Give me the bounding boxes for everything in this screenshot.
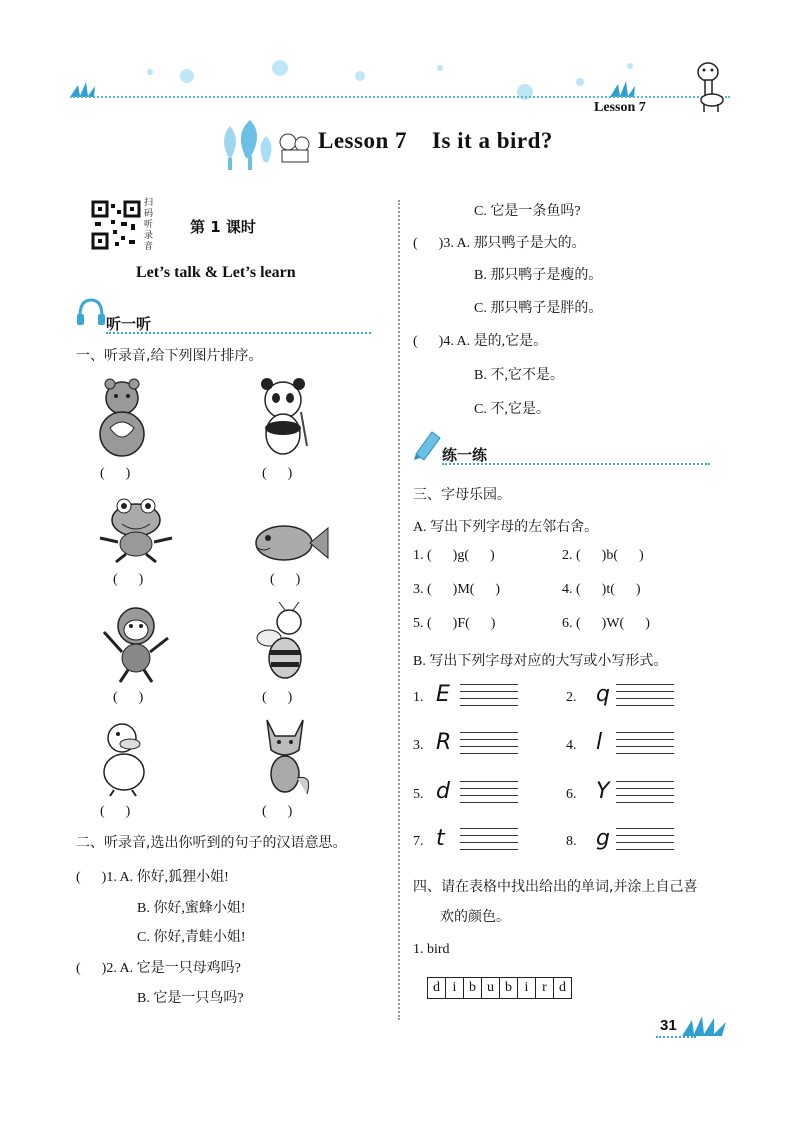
answer-blank[interactable]: ( ) (262, 466, 293, 481)
qr-label: 扫码听录音 (144, 198, 154, 252)
writing-lines[interactable] (460, 732, 518, 762)
writing-lines[interactable] (616, 781, 674, 811)
letter-glyph: E (436, 682, 450, 707)
item-prefix: B. (137, 991, 150, 1006)
grid-cell[interactable]: b (500, 978, 518, 999)
question-4: 四、请在表格中找出给出的单词,并涂上自己喜 (413, 879, 698, 895)
item-prefix: C. (474, 301, 487, 316)
page-number: 31 (660, 1017, 677, 1034)
neighbor-item[interactable]: 5. ( )F( ) (413, 616, 496, 631)
header-rule (70, 96, 730, 98)
answer-blank[interactable]: ( ) (113, 572, 144, 587)
option-text: 那只鸭子是大的。 (473, 236, 586, 251)
lesson-tag: Lesson 7 (594, 100, 646, 115)
question-4-cont: 欢的颜色。 (440, 909, 510, 925)
header-decoration (70, 60, 730, 105)
fish-picture (252, 518, 332, 568)
neighbor-item[interactable]: 6. ( )W( ) (562, 616, 650, 631)
question-2: 二、听录音,选出你听到的句子的汉语意思。 (76, 835, 347, 851)
grid-cell[interactable]: b (464, 978, 482, 999)
monkey-picture (96, 602, 176, 684)
item-prefix: C. (474, 402, 487, 417)
answer-blank[interactable]: ( ) (100, 466, 131, 481)
panda-picture (255, 376, 315, 458)
option-text: 它是一条鱼吗? (490, 204, 581, 219)
letter-glyph: q (596, 682, 610, 707)
grass-icon (682, 1014, 728, 1038)
word-label: 1. bird (413, 942, 450, 957)
option-text: 是的,它是。 (473, 334, 548, 349)
qr-code (91, 200, 141, 250)
writing-lines[interactable] (460, 781, 518, 811)
letter-num: 5. (413, 787, 424, 802)
option-text: 那只鸭子是胖的。 (490, 301, 603, 316)
answer-blank[interactable]: ( ) (270, 572, 301, 587)
title-decoration-icon (218, 120, 313, 175)
letter-glyph: Y (596, 779, 610, 804)
letter-num: 3. (413, 738, 424, 753)
answer-blank[interactable]: ( ) (262, 804, 293, 819)
item-prefix: ( )4. A. (413, 334, 471, 349)
duck-picture (96, 718, 156, 798)
letter-glyph: t (436, 826, 445, 851)
bee-picture (255, 602, 315, 684)
column-divider (398, 200, 400, 1020)
letter-num: 6. (566, 787, 577, 802)
question-3b: B. 写出下列字母对应的大写或小写形式。 (413, 654, 668, 669)
bear-picture (92, 376, 152, 458)
session-label: 第 1 课时 (190, 218, 256, 236)
page-title: Lesson 7 Is it a bird? (318, 128, 553, 153)
neighbor-item[interactable]: 2. ( )b( ) (562, 548, 644, 563)
writing-lines[interactable] (616, 828, 674, 858)
item-prefix: B. (137, 901, 150, 916)
option-text: 你好,青蛙小姐! (153, 930, 246, 945)
item-prefix: B. (474, 368, 487, 383)
item-prefix: ( )2. A. (76, 961, 134, 976)
letter-num: 1. (413, 690, 424, 705)
letter-glyph: l (596, 730, 603, 755)
grid-cell[interactable]: i (446, 978, 464, 999)
option-text: 它是一只鸟吗? (153, 991, 244, 1006)
banner-rule (106, 332, 371, 334)
option-text: 那只鸭子是瘦的。 (490, 268, 603, 283)
writing-lines[interactable] (616, 684, 674, 714)
writing-lines[interactable] (460, 828, 518, 858)
option-text: 不,它是。 (490, 402, 550, 417)
letter-num: 7. (413, 834, 424, 849)
fox-picture (255, 716, 315, 800)
section-subtitle: Let’s talk & Let’s learn (136, 264, 296, 281)
grid-cell[interactable]: d (554, 978, 572, 999)
question-3: 三、字母乐园。 (413, 487, 511, 503)
letter-num: 2. (566, 690, 577, 705)
writing-lines[interactable] (616, 732, 674, 762)
listen-banner: 听一听 (106, 315, 152, 333)
letter-glyph: R (436, 730, 452, 755)
item-prefix: B. (474, 268, 487, 283)
letter-num: 4. (566, 738, 577, 753)
grid-cell[interactable]: r (536, 978, 554, 999)
option-text: 你好,狐狸小姐! (136, 870, 229, 885)
item-prefix: ( )3. A. (413, 236, 471, 251)
neighbor-item[interactable]: 1. ( )g( ) (413, 548, 495, 563)
answer-blank[interactable]: ( ) (113, 690, 144, 705)
frog-picture (96, 494, 176, 564)
answer-blank[interactable]: ( ) (262, 690, 293, 705)
item-prefix: ( )1. A. (76, 870, 134, 885)
grid-cell[interactable]: d (428, 978, 446, 999)
letter-num: 8. (566, 834, 577, 849)
item-prefix: C. (137, 930, 150, 945)
question-3a: A. 写出下列字母的左邻右舍。 (413, 520, 599, 535)
practice-banner: 练一练 (442, 446, 488, 464)
writing-lines[interactable] (460, 684, 518, 714)
answer-blank[interactable]: ( ) (100, 804, 131, 819)
letter-grid (427, 977, 572, 999)
option-text: 不,它不是。 (490, 368, 564, 383)
giraffe-icon (690, 58, 730, 113)
option-text: 它是一只母鸡吗? (136, 961, 241, 976)
letter-glyph: g (596, 826, 610, 851)
headphones-icon (76, 296, 106, 328)
neighbor-item[interactable]: 3. ( )M( ) (413, 582, 501, 597)
option-text: 你好,蜜蜂小姐! (153, 901, 246, 916)
question-1: 一、听录音,给下列图片排序。 (76, 348, 263, 364)
banner-rule (442, 463, 710, 465)
letter-glyph: d (436, 779, 450, 804)
pencil-icon (412, 428, 442, 460)
neighbor-item[interactable]: 4. ( )t( ) (562, 582, 641, 597)
grid-cell[interactable]: i (518, 978, 536, 999)
grid-cell[interactable]: u (482, 978, 500, 999)
item-prefix: C. (474, 204, 487, 219)
